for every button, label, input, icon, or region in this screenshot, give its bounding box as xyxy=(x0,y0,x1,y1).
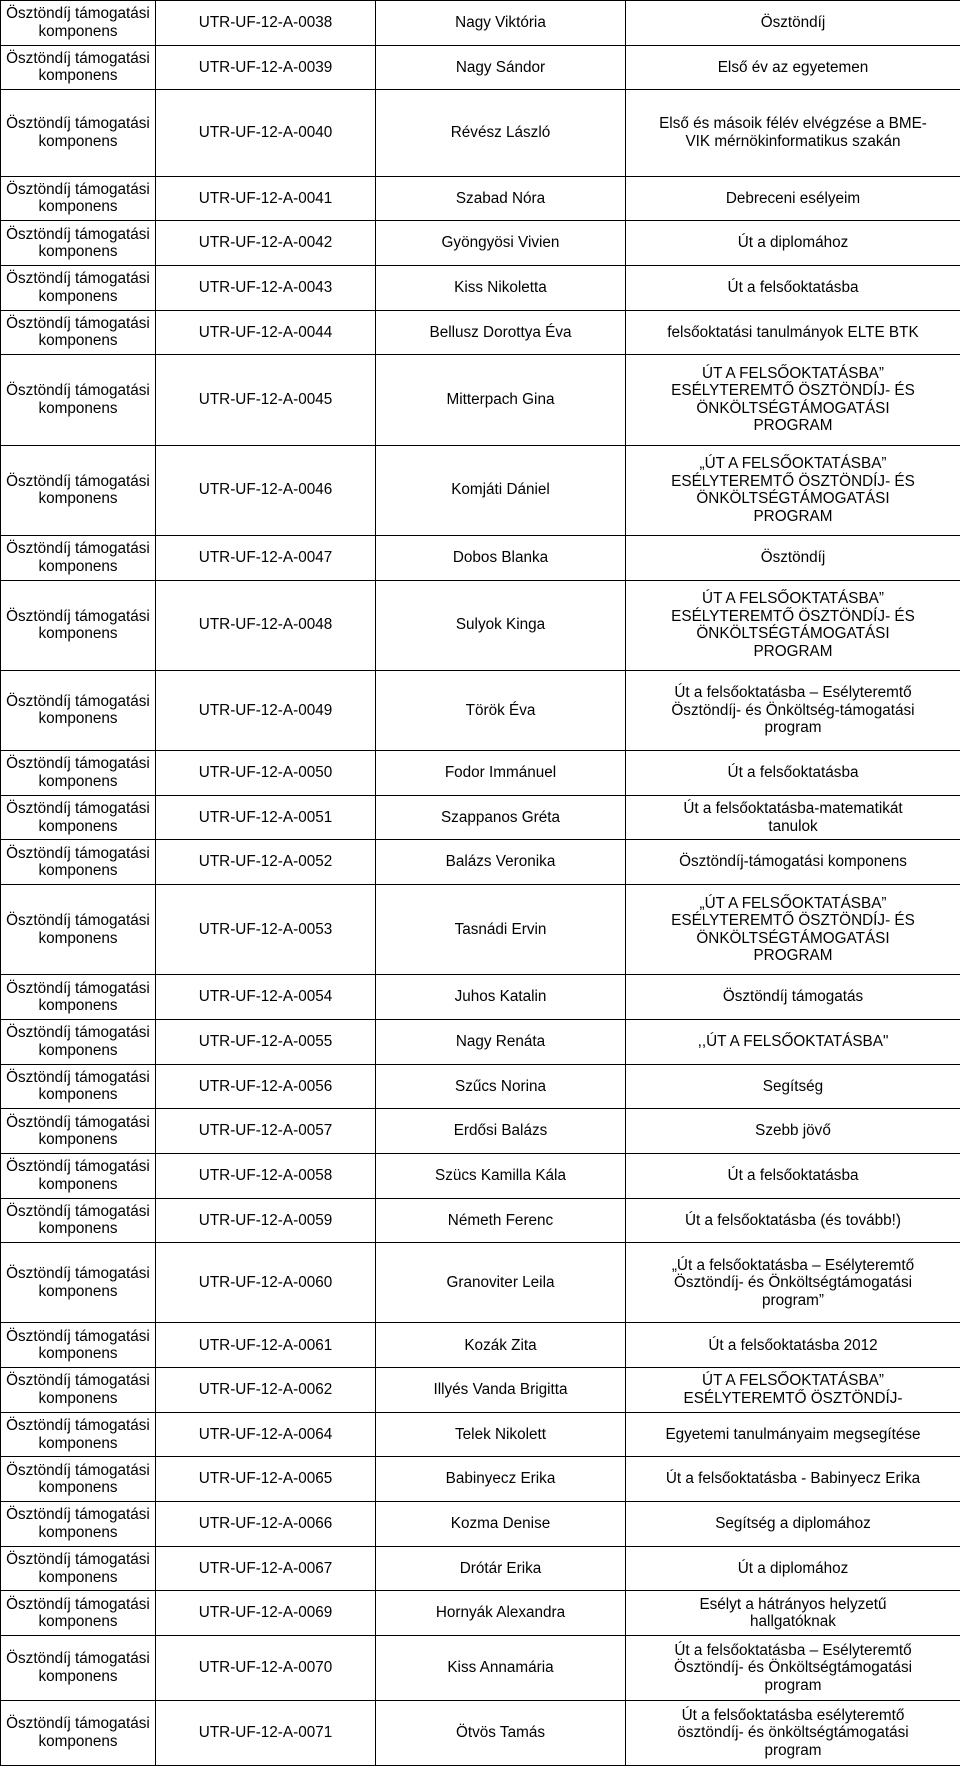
component-text: Ösztöndíj támogatási komponens xyxy=(6,1024,150,1059)
project-title-text: Út a felsőoktatásba-matematikát tanulok xyxy=(683,800,903,835)
component-text: Ösztöndíj támogatási komponens xyxy=(6,49,150,85)
table-row xyxy=(1,751,960,796)
component-text: Ösztöndíj támogatási komponens xyxy=(6,1715,150,1750)
grant-id-text: UTR-UF-12-A-0061 xyxy=(198,1336,333,1354)
applicant-name-text: Nagy Viktória xyxy=(455,14,546,32)
project-title-text: Szebb jövő xyxy=(755,1122,831,1140)
component-cell xyxy=(1,1064,156,1109)
applicant-name-cell xyxy=(376,884,626,974)
grant-id-text: UTR-UF-12-A-0071 xyxy=(198,1724,333,1742)
project-title-text: Út a felsőoktatásba – Esélyteremtő Ösztöndíj- és Önköltség-támogatási program xyxy=(671,684,915,737)
project-title-cell xyxy=(626,884,960,974)
applicant-name-text: Kiss Nikoletta xyxy=(454,278,547,296)
grant-id-cell xyxy=(156,1502,376,1547)
applicant-name-text: Szücs Kamilla Kála xyxy=(435,1167,566,1185)
grant-id-cell xyxy=(156,1636,376,1701)
applicant-name-text: Ötvös Tamás xyxy=(456,1724,545,1742)
table-row xyxy=(1,580,960,670)
component-text: Ösztöndíj támogatási komponens xyxy=(6,180,150,216)
grant-id-text: UTR-UF-12-A-0047 xyxy=(198,548,333,566)
applicant-name-text: Granoviter Leila xyxy=(446,1274,555,1292)
grant-id-text: UTR-UF-12-A-0041 xyxy=(198,189,333,207)
applicant-name-cell xyxy=(376,1412,626,1457)
component-cell xyxy=(1,1502,156,1547)
grant-id-text: UTR-UF-12-A-0066 xyxy=(198,1515,333,1533)
project-title-cell xyxy=(626,45,960,90)
applicant-name-text: Nagy Sándor xyxy=(455,58,546,76)
grant-id-text: UTR-UF-12-A-0044 xyxy=(198,323,333,341)
project-title-text: Ösztöndíj xyxy=(760,14,826,32)
component-text: Ösztöndíj támogatási komponens xyxy=(6,472,150,508)
grant-table-body xyxy=(1,1,960,1766)
component-text: Ösztöndíj támogatási komponens xyxy=(6,1506,150,1541)
project-title-text: ,,ÚT A FELSŐOKTATÁSBA" xyxy=(697,1033,889,1051)
applicant-name-cell xyxy=(376,840,626,885)
component-text: Ösztöndíj támogatási komponens xyxy=(6,115,150,150)
project-title-text: Út a felsőoktatásba esélyteremtő ösztöndíj- és önköltségtámogatási program xyxy=(677,1706,909,1759)
grant-id-cell xyxy=(156,1,376,46)
grant-id-cell xyxy=(156,795,376,840)
applicant-name-cell xyxy=(376,1243,626,1323)
table-row xyxy=(1,795,960,840)
table-row xyxy=(1,975,960,1020)
component-cell xyxy=(1,310,156,355)
applicant-name-cell xyxy=(376,1546,626,1591)
grant-id-text: UTR-UF-12-A-0054 xyxy=(198,988,333,1006)
applicant-name-text: Tasnádi Ervin xyxy=(454,920,547,938)
component-cell xyxy=(1,221,156,266)
component-text: Ösztöndíj támogatási komponens xyxy=(6,1113,150,1149)
applicant-name-text: Gyöngyösi Vivien xyxy=(441,234,560,252)
component-text: Ösztöndíj támogatási komponens xyxy=(6,1265,150,1300)
component-cell xyxy=(1,1019,156,1064)
component-cell xyxy=(1,1243,156,1323)
grant-id-cell xyxy=(156,670,376,750)
applicant-name-cell xyxy=(376,1064,626,1109)
component-text: Ösztöndíj támogatási komponens xyxy=(6,755,150,790)
table-row xyxy=(1,176,960,221)
component-cell xyxy=(1,975,156,1020)
component-cell xyxy=(1,1636,156,1701)
project-title-cell xyxy=(626,795,960,840)
applicant-name-text: Balázs Veronika xyxy=(445,853,556,871)
applicant-name-text: Mitterpach Gina xyxy=(446,391,555,409)
project-title-text: felsőoktatási tanulmányok ELTE BTK xyxy=(667,323,919,341)
project-title-cell xyxy=(626,1,960,46)
grant-id-cell xyxy=(156,90,376,176)
applicant-name-text: Kozma Denise xyxy=(450,1515,551,1533)
project-title-cell xyxy=(626,1198,960,1243)
applicant-name-cell xyxy=(376,176,626,221)
grant-id-text: UTR-UF-12-A-0045 xyxy=(198,391,333,409)
component-cell xyxy=(1,1,156,46)
grant-id-cell xyxy=(156,1700,376,1765)
component-cell xyxy=(1,176,156,221)
project-title-text: Út a felsőoktatásba - Babinyecz Erika xyxy=(665,1470,921,1488)
grant-id-cell xyxy=(156,1368,376,1413)
applicant-name-cell xyxy=(376,1,626,46)
applicant-name-text: Németh Ferenc xyxy=(447,1211,554,1229)
project-title-text: Ösztöndíj-támogatási komponens xyxy=(679,853,907,871)
project-title-cell xyxy=(626,580,960,670)
grant-id-cell xyxy=(156,265,376,310)
applicant-name-text: Szabad Nóra xyxy=(455,189,546,207)
grant-id-cell xyxy=(156,751,376,796)
project-title-text: Segítség a diplomához xyxy=(715,1515,871,1533)
component-text: Ösztöndíj támogatási komponens xyxy=(6,1327,150,1363)
applicant-name-cell xyxy=(376,795,626,840)
component-cell xyxy=(1,1323,156,1368)
table-row xyxy=(1,1368,960,1413)
project-title-text: Segítség xyxy=(762,1077,824,1095)
grant-id-text: UTR-UF-12-A-0060 xyxy=(198,1274,333,1292)
component-cell xyxy=(1,580,156,670)
applicant-name-text: Nagy Renáta xyxy=(455,1033,546,1051)
grant-id-text: UTR-UF-12-A-0055 xyxy=(198,1033,333,1051)
project-title-text: ÚT A FELSŐOKTATÁSBA” ESÉLYTEREMTŐ ÖSZTÖNDÍJ- ÉS ÖNKÖLTSÉGTÁMOGATÁSI PROGRAM xyxy=(671,364,915,435)
grant-id-cell xyxy=(156,884,376,974)
project-title-cell xyxy=(626,535,960,580)
component-cell xyxy=(1,1153,156,1198)
project-title-cell xyxy=(626,1502,960,1547)
component-text: Ösztöndíj támogatási komponens xyxy=(6,5,150,40)
component-cell xyxy=(1,355,156,445)
project-title-cell xyxy=(626,1153,960,1198)
applicant-name-cell xyxy=(376,751,626,796)
table-row xyxy=(1,1412,960,1457)
applicant-name-text: Bellusz Dorottya Éva xyxy=(429,323,572,341)
table-row xyxy=(1,1019,960,1064)
grant-id-text: UTR-UF-12-A-0042 xyxy=(198,234,333,252)
grant-id-text: UTR-UF-12-A-0057 xyxy=(198,1122,333,1140)
project-title-text: ÚT A FELSŐOKTATÁSBA” ESÉLYTEREMTŐ ÖSZTÖNDÍJ- ÉS ÖNKÖLTSÉGTÁMOGATÁSI PROGRAM xyxy=(671,590,915,660)
project-title-cell xyxy=(626,1457,960,1502)
project-title-cell xyxy=(626,265,960,310)
project-title-cell xyxy=(626,1546,960,1591)
project-title-text: Út a diplomához xyxy=(737,234,849,252)
grant-id-text: UTR-UF-12-A-0050 xyxy=(198,764,333,782)
table-row xyxy=(1,1153,960,1198)
project-title-cell xyxy=(626,90,960,176)
project-title-text: Út a diplomához xyxy=(737,1559,849,1577)
grant-id-text: UTR-UF-12-A-0059 xyxy=(198,1211,333,1229)
grant-id-text: UTR-UF-12-A-0065 xyxy=(198,1470,333,1488)
component-cell xyxy=(1,265,156,310)
table-row xyxy=(1,1,960,46)
project-title-text: Út a felsőoktatásba xyxy=(727,764,859,782)
project-title-text: Első év az egyetemen xyxy=(717,58,869,76)
project-title-text: Ösztöndíj xyxy=(760,548,826,566)
applicant-name-cell xyxy=(376,580,626,670)
applicant-name-cell xyxy=(376,1368,626,1413)
table-row xyxy=(1,884,960,974)
grant-id-text: UTR-UF-12-A-0038 xyxy=(198,14,333,32)
component-cell xyxy=(1,90,156,176)
project-title-cell xyxy=(626,1368,960,1413)
applicant-name-text: Erdősi Balázs xyxy=(453,1122,548,1140)
project-title-text: Első és másoik félév elvégzése a BME- VIK mérnökinformatikus szakán xyxy=(659,115,927,150)
grant-id-text: UTR-UF-12-A-0067 xyxy=(198,1559,333,1577)
applicant-name-text: Sulyok Kinga xyxy=(455,616,546,634)
applicant-name-cell xyxy=(376,1457,626,1502)
table-row xyxy=(1,310,960,355)
project-title-cell xyxy=(626,1323,960,1368)
component-cell xyxy=(1,1198,156,1243)
grant-id-cell xyxy=(156,535,376,580)
component-cell xyxy=(1,840,156,885)
component-text: Ösztöndíj támogatási komponens xyxy=(6,1551,150,1586)
grant-id-text: UTR-UF-12-A-0058 xyxy=(198,1167,333,1185)
grant-id-text: UTR-UF-12-A-0070 xyxy=(198,1659,333,1677)
table-row xyxy=(1,90,960,176)
project-title-text: Debreceni esélyeim xyxy=(725,189,861,207)
component-text: Ösztöndíj támogatási komponens xyxy=(6,1158,150,1193)
component-cell xyxy=(1,535,156,580)
project-title-text: Út a felsőoktatásba xyxy=(727,1167,859,1185)
component-cell xyxy=(1,445,156,535)
table-row xyxy=(1,1323,960,1368)
grant-id-cell xyxy=(156,1019,376,1064)
grant-id-cell xyxy=(156,1323,376,1368)
project-title-cell xyxy=(626,1019,960,1064)
grant-id-cell xyxy=(156,1153,376,1198)
component-cell xyxy=(1,1457,156,1502)
table-row xyxy=(1,535,960,580)
applicant-name-text: Hornyák Alexandra xyxy=(435,1604,566,1622)
table-row xyxy=(1,840,960,885)
component-text: Ösztöndíj támogatási komponens xyxy=(6,1461,150,1497)
applicant-name-cell xyxy=(376,1591,626,1636)
table-row xyxy=(1,1636,960,1701)
grant-id-text: UTR-UF-12-A-0053 xyxy=(198,920,333,938)
applicant-name-cell xyxy=(376,90,626,176)
component-cell xyxy=(1,45,156,90)
applicant-name-cell xyxy=(376,355,626,445)
component-text: Ösztöndíj támogatási komponens xyxy=(6,382,150,417)
component-text: Ösztöndíj támogatási komponens xyxy=(6,1372,150,1407)
component-cell xyxy=(1,1368,156,1413)
applicant-name-text: Juhos Katalin xyxy=(454,988,547,1006)
applicant-name-cell xyxy=(376,445,626,535)
component-text: Ösztöndíj támogatási komponens xyxy=(6,1650,150,1685)
component-text: Ösztöndíj támogatási komponens xyxy=(6,540,150,575)
applicant-name-cell xyxy=(376,1323,626,1368)
applicant-name-cell xyxy=(376,310,626,355)
component-cell xyxy=(1,1700,156,1765)
project-title-cell xyxy=(626,840,960,885)
applicant-name-text: Szappanos Gréta xyxy=(440,808,561,826)
project-title-cell xyxy=(626,975,960,1020)
applicant-name-text: Telek Nikolett xyxy=(455,1425,546,1443)
component-cell xyxy=(1,670,156,750)
project-title-cell xyxy=(626,310,960,355)
grant-id-cell xyxy=(156,1243,376,1323)
table-row xyxy=(1,1457,960,1502)
table-row xyxy=(1,355,960,445)
component-text: Ösztöndíj támogatási komponens xyxy=(6,314,150,350)
table-row xyxy=(1,1700,960,1765)
project-title-cell xyxy=(626,355,960,445)
project-title-text: „ÚT A FELSŐOKTATÁSBA” ESÉLYTEREMTŐ ÖSZTÖNDÍJ- ÉS ÖNKÖLTSÉGTÁMOGATÁSI PROGRAM xyxy=(671,455,915,525)
applicant-name-text: Illyés Vanda Brigitta xyxy=(433,1381,568,1399)
project-title-cell xyxy=(626,445,960,535)
applicant-name-cell xyxy=(376,1019,626,1064)
project-title-cell xyxy=(626,751,960,796)
component-text: Ösztöndíj támogatási komponens xyxy=(6,979,150,1015)
applicant-name-cell xyxy=(376,670,626,750)
grant-id-text: UTR-UF-12-A-0062 xyxy=(198,1381,333,1399)
applicant-name-text: Török Éva xyxy=(465,701,536,719)
project-title-text: „ÚT A FELSŐOKTATÁSBA” ESÉLYTEREMTŐ ÖSZTÖNDÍJ- ÉS ÖNKÖLTSÉGTÁMOGATÁSI PROGRAM xyxy=(671,894,915,965)
grant-id-cell xyxy=(156,1064,376,1109)
component-cell xyxy=(1,1591,156,1636)
grant-id-cell xyxy=(156,1412,376,1457)
component-cell xyxy=(1,1412,156,1457)
component-text: Ösztöndíj támogatási komponens xyxy=(6,1202,150,1238)
project-title-text: Egyetemi tanulmányaim megsegítése xyxy=(665,1425,921,1443)
table-row xyxy=(1,1502,960,1547)
component-cell xyxy=(1,1109,156,1154)
project-title-text: Út a felsőoktatásba – Esélyteremtő Ösztöndíj- és Önköltségtámogatási program xyxy=(673,1641,913,1694)
grant-id-cell xyxy=(156,1591,376,1636)
component-text: Ösztöndíj támogatási komponens xyxy=(6,912,150,947)
table-row xyxy=(1,670,960,750)
grant-id-cell xyxy=(156,310,376,355)
grant-id-text: UTR-UF-12-A-0064 xyxy=(198,1425,333,1443)
grant-id-text: UTR-UF-12-A-0069 xyxy=(198,1604,333,1622)
grant-id-cell xyxy=(156,840,376,885)
component-cell xyxy=(1,1546,156,1591)
grant-id-cell xyxy=(156,1198,376,1243)
project-title-text: Ösztöndíj támogatás xyxy=(722,988,864,1006)
component-cell xyxy=(1,795,156,840)
project-title-text: „Út a felsőoktatásba – Esélyteremtő Ösztöndíj- és Önköltségtámogatási program” xyxy=(671,1256,915,1309)
project-title-cell xyxy=(626,670,960,750)
component-text: Ösztöndíj támogatási komponens xyxy=(6,1417,150,1452)
applicant-name-text: Drótár Erika xyxy=(459,1559,542,1577)
grant-id-cell xyxy=(156,176,376,221)
project-title-text: Út a felsőoktatásba (és tovább!) xyxy=(685,1211,901,1229)
grant-id-text: UTR-UF-12-A-0040 xyxy=(198,124,333,142)
grant-id-cell xyxy=(156,975,376,1020)
component-text: Ösztöndíj támogatási komponens xyxy=(6,800,150,835)
grant-id-cell xyxy=(156,1457,376,1502)
applicant-name-cell xyxy=(376,535,626,580)
grant-id-cell xyxy=(156,355,376,445)
project-title-cell xyxy=(626,176,960,221)
table-row xyxy=(1,265,960,310)
applicant-name-cell xyxy=(376,45,626,90)
applicant-name-cell xyxy=(376,1700,626,1765)
project-title-text: ÚT A FELSŐOKTATÁSBA” ESÉLYTEREMTŐ ÖSZTÖNDÍJ- xyxy=(683,1372,903,1407)
project-title-cell xyxy=(626,1109,960,1154)
component-text: Ösztöndíj támogatási komponens xyxy=(6,692,150,728)
component-cell xyxy=(1,884,156,974)
grant-id-text: UTR-UF-12-A-0052 xyxy=(198,853,333,871)
table-row xyxy=(1,1109,960,1154)
grant-id-cell xyxy=(156,45,376,90)
grant-id-text: UTR-UF-12-A-0046 xyxy=(198,481,333,499)
applicant-name-cell xyxy=(376,975,626,1020)
project-title-cell xyxy=(626,1412,960,1457)
grant-id-text: UTR-UF-12-A-0049 xyxy=(198,701,333,719)
project-title-cell xyxy=(626,1243,960,1323)
table-row xyxy=(1,1591,960,1636)
table-row xyxy=(1,1546,960,1591)
project-title-cell xyxy=(626,1700,960,1765)
table-row xyxy=(1,1243,960,1323)
applicant-name-cell xyxy=(376,265,626,310)
table-row xyxy=(1,1064,960,1109)
applicant-name-cell xyxy=(376,1502,626,1547)
applicant-name-text: Kozák Zita xyxy=(464,1336,537,1354)
applicant-name-cell xyxy=(376,1109,626,1154)
component-cell xyxy=(1,751,156,796)
applicant-name-text: Dobos Blanka xyxy=(452,548,549,566)
table-row xyxy=(1,445,960,535)
applicant-name-text: Révész László xyxy=(450,124,551,142)
project-title-cell xyxy=(626,1636,960,1701)
grant-id-text: UTR-UF-12-A-0048 xyxy=(198,616,333,634)
applicant-name-cell xyxy=(376,1153,626,1198)
applicant-name-cell xyxy=(376,221,626,266)
grant-id-cell xyxy=(156,221,376,266)
grant-id-cell xyxy=(156,1109,376,1154)
table-row xyxy=(1,221,960,266)
grant-id-text: UTR-UF-12-A-0056 xyxy=(198,1077,333,1095)
component-text: Ösztöndíj támogatási komponens xyxy=(6,1068,150,1104)
project-title-cell xyxy=(626,221,960,266)
grant-id-text: UTR-UF-12-A-0039 xyxy=(198,58,333,76)
project-title-cell xyxy=(626,1064,960,1109)
project-title-cell xyxy=(626,1591,960,1636)
applicant-name-cell xyxy=(376,1198,626,1243)
applicant-name-cell xyxy=(376,1636,626,1701)
component-text: Ösztöndíj támogatási komponens xyxy=(6,1595,150,1631)
grant-id-cell xyxy=(156,1546,376,1591)
project-title-text: Út a felsőoktatásba 2012 xyxy=(708,1336,878,1354)
applicant-name-text: Komjáti Dániel xyxy=(451,481,550,499)
grant-id-cell xyxy=(156,580,376,670)
component-text: Ösztöndíj támogatási komponens xyxy=(6,225,150,261)
applicant-name-text: Szűcs Norina xyxy=(455,1077,546,1095)
applicant-name-text: Babinyecz Erika xyxy=(445,1470,556,1488)
table-row xyxy=(1,45,960,90)
grant-id-text: UTR-UF-12-A-0051 xyxy=(198,808,333,826)
table-row xyxy=(1,1198,960,1243)
component-text: Ösztöndíj támogatási komponens xyxy=(6,607,150,643)
grant-id-cell xyxy=(156,445,376,535)
project-title-text: Esélyt a hátrányos helyzetű hallgatóknak xyxy=(699,1595,887,1631)
project-title-text: Út a felsőoktatásba xyxy=(727,278,859,296)
component-text: Ösztöndíj támogatási komponens xyxy=(6,270,150,305)
applicant-name-text: Fodor Immánuel xyxy=(444,764,557,782)
applicant-name-text: Kiss Annamária xyxy=(447,1659,554,1677)
grant-id-text: UTR-UF-12-A-0043 xyxy=(198,278,333,296)
component-text: Ösztöndíj támogatási komponens xyxy=(6,844,150,880)
